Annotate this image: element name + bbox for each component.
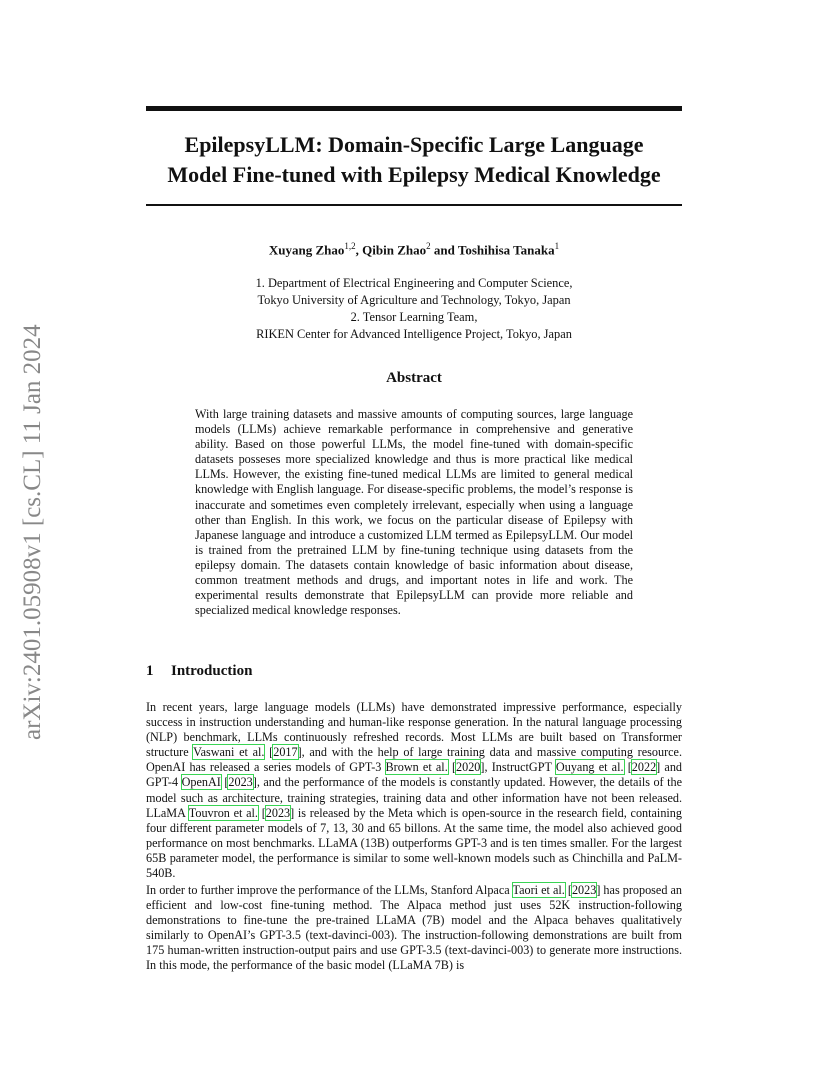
body-paragraph-2: [146, 883, 682, 974]
text-run: [: [564, 883, 572, 897]
text-run: [: [447, 760, 457, 775]
paper-title: [146, 130, 682, 190]
author-name: Xuyang Zhao: [268, 242, 345, 258]
text-run: [: [220, 775, 229, 790]
body-paragraph-1: [146, 700, 682, 881]
text-run: ] is released by the Meta which is open-source in the research field, containing four different parameter models of 7, 13, 30 and 65 billons. At the same time, the model also achieved good performance on most benchmarks. LLaMA (13B) outperforms GPT-3 and is ten times smaller. For the largest 65B parameter model, the performance is similar to some well-known models such as Chinchilla and PaLM-540B.: [146, 805, 682, 881]
citation-link[interactable]: Touvron et al.: [188, 805, 258, 820]
author-affil-mark: 1: [554, 241, 560, 251]
affiliations: [146, 275, 682, 343]
author-affil-mark: 2: [426, 241, 431, 251]
text-run: ], InstructGPT: [480, 760, 556, 775]
affiliation-line: 2. Tensor Learning Team,: [350, 310, 478, 324]
affiliation-line: RIKEN Center for Advanced Intelligence Project, Tokyo, Japan: [256, 327, 572, 341]
citation-year-link[interactable]: 2023: [228, 775, 253, 790]
text-run: [: [264, 745, 274, 760]
title-bottom-rule: [146, 204, 682, 206]
citation-year-link[interactable]: 2023: [571, 883, 597, 897]
text-run: In recent years, large language models (LLMs) have demonstrated impressive performance, especially success in instruction understanding and human-like response generation. In the natural language processing (NLP) benchmark, LLMs continuously refreshed records. Most LLMs are built based on Transformer structure: [146, 700, 682, 760]
text-run: [: [257, 805, 266, 820]
text-run: ], and with the help of large training data and massive computing resource. OpenAI has released a series models of GPT-3: [146, 745, 682, 775]
section-number: 1: [146, 663, 154, 679]
citation-year-link[interactable]: 2023: [265, 805, 291, 820]
title-line-1: EpilepsyLLM: Domain-Specific Large Language: [184, 132, 644, 157]
citation-year-link[interactable]: 2022: [631, 760, 657, 775]
author-name: Qibin Zhao: [362, 242, 427, 258]
author-separator: and: [430, 242, 458, 258]
author-separator: ,: [355, 242, 363, 258]
text-run: ] has proposed an efficient and low-cost fine-tuning method. The Alpaca method just uses 52K instruction-following demonstrations to fine-tune the pre-trained LLaMA (7B) model and the Alpaca behaves qualitatively similarly to OpenAI’s GPT-3.5 (text-davinci-003). The instruction-following demonstrations are built from 175 human-written instruction-output pairs and use GPT-3.5 (text-davinci-003) to generate more instructions. In this mode, the performance of the basic model (LLaMA 7B) is: [146, 883, 682, 973]
citation-link[interactable]: Vaswani et al.: [193, 745, 265, 760]
affiliation-line: Tokyo University of Agriculture and Technology, Tokyo, Japan: [257, 293, 571, 307]
citation-link[interactable]: Ouyang et al.: [555, 760, 624, 775]
title-line-2: Model Fine-tuned with Epilepsy Medical Knowledge: [167, 162, 661, 187]
text-run: In order to further improve the performance of the LLMs, Stanford Alpaca: [146, 883, 513, 897]
section-title: Introduction: [171, 663, 253, 679]
abstract-text: With large training datasets and massive amounts of computing sources, large language models (LLMs) achieve remarkable performance in comprehensive and generative ability. Based on those powerful LLMs, the model fine-tuned with domain-specific datasets posseses more specialized knowledge and thus is more practical like medical LLMs. However, the existing fine-tuned medical LLMs are limited to general medical knowledge with English language. For disease-specific problems, the model’s response is inaccurate and sometimes even completely irrelevant, especially when using a language other than English. In this work, we focus on the particular disease of Epilepsy with Japanese language and introduce a customized LLM termed as EpilepsyLLM. Our model is trained from the pretrained LLM by fine-tuning technique using datasets from the epilepsy domain. The datasets contain knowledge of basic information about disease, common treatment methods and drugs, and important notes in life and work. The experimental results demonstrate that EpilepsyLLM can provide more reliable and specialized medical knowledge responses.: [195, 407, 633, 618]
text-run: ], and the performance of the models is constantly updated. However, the details of the model such as architecture, training strategies, training data and other information have not been released. LLaMA: [146, 775, 682, 820]
citation-year-link[interactable]: 2017: [273, 745, 298, 760]
arxiv-id-text: arXiv:2401.05908v1 [cs.CL] 11 Jan 2024: [19, 324, 46, 740]
author-list: [146, 241, 682, 258]
arxiv-identifier: [8, 262, 48, 740]
author-name: Toshihisa Tanaka: [457, 242, 555, 258]
citation-year-link[interactable]: 2020: [456, 760, 481, 775]
text-run: [: [623, 760, 632, 775]
abstract-heading: Abstract: [386, 370, 442, 386]
affiliation-line: 1. Department of Electrical Engineering and Computer Science,: [255, 276, 573, 290]
citation-link[interactable]: Brown et al.: [385, 760, 448, 775]
text-run: ] and GPT-4: [146, 760, 683, 790]
citation-link[interactable]: OpenAI: [181, 775, 221, 790]
citation-link[interactable]: Taori et al.: [512, 883, 565, 897]
title-top-rule: [146, 106, 682, 111]
section-heading: [146, 663, 252, 680]
author-affil-mark: 1,2: [344, 241, 356, 251]
